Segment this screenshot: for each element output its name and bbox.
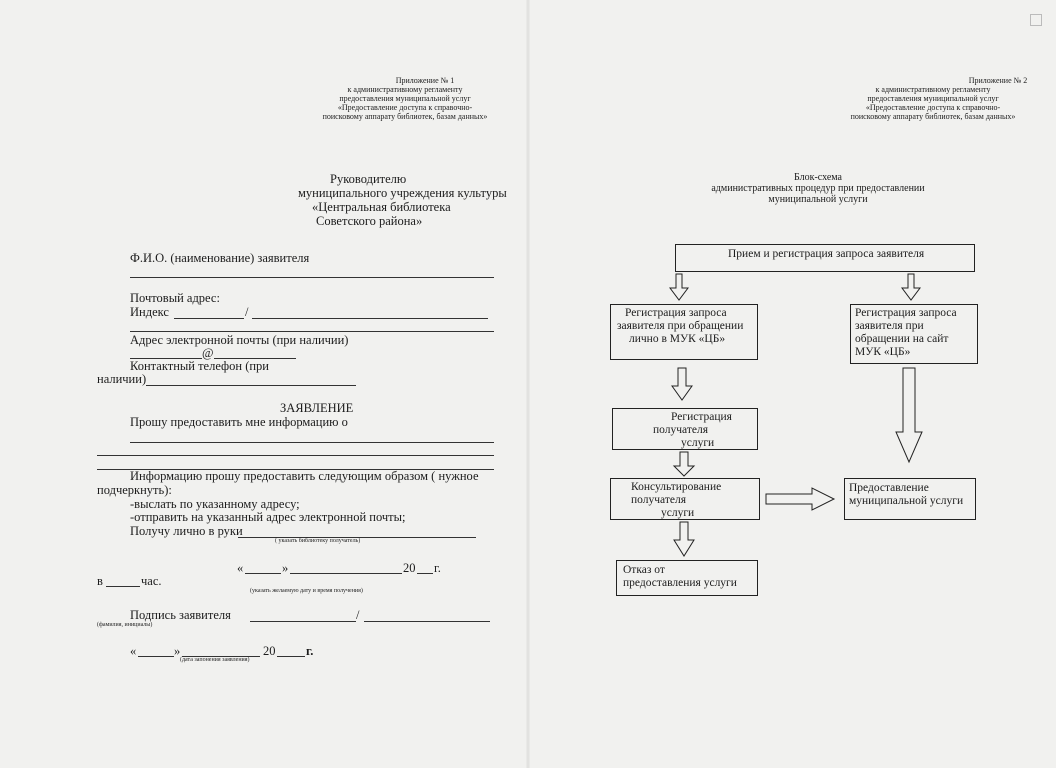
- request-line-2[interactable]: [97, 455, 494, 456]
- date-suffix: г.: [434, 561, 441, 575]
- index-separator: /: [245, 305, 249, 319]
- phone-field-line[interactable]: [146, 385, 356, 386]
- annex-title: Приложение № 2: [968, 76, 1028, 85]
- box-label: предоставления услуги: [623, 577, 737, 589]
- addressee-line: муниципального учреждения культуры: [298, 186, 507, 200]
- addressee-line: Руководителю: [330, 172, 407, 186]
- signature-line[interactable]: [250, 621, 356, 622]
- request-text: Прошу предоставить мне информацию о: [130, 415, 348, 429]
- arrow-down-icon: [902, 274, 920, 300]
- library-hint: ( указать библиотеку получатель): [275, 538, 361, 544]
- box-label: Регистрация запроса: [855, 307, 957, 319]
- annex-line: к административному регламенту: [347, 85, 463, 94]
- option-in-person[interactable]: Получу лично в руки: [130, 524, 243, 538]
- submit-date-year: 20: [263, 644, 276, 658]
- date-year-line[interactable]: [417, 573, 433, 574]
- date-open-quote: «: [237, 561, 244, 575]
- annex-line: «Предоставление доступа к справочно-: [337, 103, 473, 112]
- method-text: Информацию прошу предоставить следующим образом ( нужное: [130, 469, 479, 483]
- submit-hint: (дата запонения заявления): [180, 657, 250, 663]
- annex-1-header: [300, 76, 510, 121]
- box-label: Прием и регистрация запроса заявителя: [728, 248, 925, 260]
- submit-date-close: »: [174, 644, 181, 658]
- box-label: услуги: [681, 437, 715, 449]
- method-text-2: подчеркнуть):: [97, 483, 172, 497]
- date-year: 20: [403, 561, 416, 575]
- annex-line: поисковому аппарату библиотек, базам данных»: [322, 112, 488, 121]
- phone-label-2: наличии): [97, 372, 147, 386]
- flow-arrows: [528, 0, 1056, 768]
- annex-title: Приложение № 1: [395, 76, 455, 85]
- arrow-down-icon: [670, 274, 688, 300]
- box-label: Отказ от: [623, 564, 665, 576]
- address-field-line[interactable]: [252, 318, 488, 319]
- arrow-down-icon: [674, 522, 694, 556]
- index-field-line[interactable]: [174, 318, 244, 319]
- submit-day-line[interactable]: [138, 656, 174, 657]
- submit-year-line[interactable]: [277, 656, 305, 657]
- signature-hint: (фамилия, инициалы): [97, 622, 153, 628]
- request-line-1[interactable]: [130, 442, 494, 443]
- arrow-down-icon: [896, 368, 922, 462]
- arrow-right-icon: [766, 488, 834, 510]
- box-label: Предоставление: [849, 482, 929, 494]
- index-label: Индекс: [130, 305, 169, 319]
- date-close-quote: »: [282, 561, 289, 575]
- fio-label: Ф.И.О. (наименование) заявителя: [130, 251, 310, 265]
- option-email[interactable]: -отправить на указанный адрес электронной почты;: [130, 510, 406, 524]
- time-prefix: в: [97, 574, 103, 588]
- annex-line: поисковому аппарату библиотек, базам данных»: [850, 112, 1016, 121]
- arrow-down-icon: [672, 368, 692, 400]
- phone-label: Контактный телефон (при: [130, 359, 269, 373]
- option-mail[interactable]: -выслать по указанному адресу;: [130, 497, 300, 511]
- signature-label: Подпись заявителя: [130, 608, 231, 622]
- block-diagram-page: [528, 0, 1056, 768]
- annex-line: предоставления муниципальной услуг: [339, 94, 471, 103]
- email-at-sign: @: [202, 346, 214, 360]
- time-suffix: час.: [141, 574, 162, 588]
- time-field-line[interactable]: [106, 586, 140, 587]
- box-label: обращении на сайт: [855, 333, 949, 345]
- annex-line: к административному регламенту: [875, 85, 991, 94]
- postal-label: Почтовый адрес:: [130, 291, 220, 305]
- annex-line: предоставления муниципальной услуг: [867, 94, 999, 103]
- diagram-heading-line: административных процедур при предоставлении: [711, 183, 925, 194]
- date-hint: (указать желаемую дату и время получения): [250, 588, 363, 594]
- box-label: услуги: [661, 507, 695, 519]
- diagram-heading-title: Блок-схема: [794, 172, 842, 183]
- signature-name-line[interactable]: [364, 621, 490, 622]
- submit-date-open: «: [130, 644, 137, 658]
- date-month-line[interactable]: [290, 573, 402, 574]
- date-day-line[interactable]: [245, 573, 281, 574]
- box-label: Регистрация: [671, 411, 732, 423]
- box-label: Консультирование: [631, 481, 722, 493]
- annex-line: «Предоставление доступа к справочно-: [865, 103, 1001, 112]
- box-label: лично в МУК «ЦБ»: [629, 333, 726, 345]
- diagram-heading-line: муниципальной услуги: [768, 194, 868, 205]
- submit-date-suffix: г.: [306, 644, 314, 658]
- signature-separator: /: [356, 608, 360, 622]
- box-label: получателя: [653, 424, 708, 436]
- address-field-line-2[interactable]: [130, 331, 494, 332]
- box-label: получателя: [631, 494, 686, 506]
- scan-corner-mark: [1030, 14, 1042, 26]
- email-label: Адрес электронной почты (при наличии): [130, 333, 349, 347]
- fio-field-line[interactable]: [130, 277, 494, 278]
- arrow-down-icon: [674, 452, 694, 476]
- addressee-block: [290, 172, 507, 228]
- box-label: муниципальной услуги: [849, 495, 964, 507]
- box-label: заявителя при обращении: [617, 320, 744, 332]
- box-label: Регистрация запроса: [625, 307, 727, 319]
- box-label: МУК «ЦБ»: [855, 346, 911, 358]
- addressee-line: Советского района»: [316, 214, 423, 228]
- statement-title: ЗАЯВЛЕНИЕ: [280, 401, 354, 415]
- box-label: заявителя при: [855, 320, 924, 332]
- addressee-line: «Центральная библиотека: [312, 200, 451, 214]
